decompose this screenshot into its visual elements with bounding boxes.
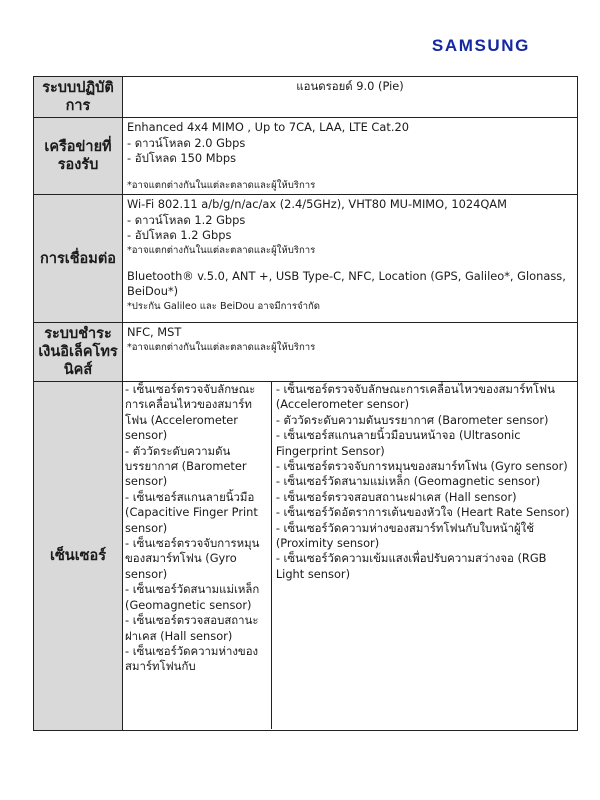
row-value-connectivity <box>123 195 578 323</box>
row-value-os <box>123 77 578 118</box>
table-row-network <box>34 118 578 195</box>
list-item: - เซ็นเซอร์ตรวจสอบสถานะฝาเคส (Hall sensor) <box>275 489 517 504</box>
row-value-sensors <box>123 382 578 731</box>
row-label-connectivity: การเชื่อมต่อ <box>34 195 123 323</box>
list-item: - เซ็นเซอร์ตรวจจับการหมุนของสมาร์ทโฟน (Gyro sensor) <box>275 459 568 474</box>
list-item: - เซ็นเซอร์วัดสนามแม่เหล็ก (Geomagnetic sensor) <box>275 474 541 489</box>
list-item: - เซ็นเซอร์วัดความห่างของสมาร์ทโฟนกับใบหน้าผู้ใช้ (Proximity sensor) <box>275 520 534 551</box>
list-item: - เซ็นเซอร์วัดสนามแม่เหล็ก (Geomagnetic sensor) <box>125 582 260 612</box>
table-row-sensors <box>34 382 578 731</box>
network-line: Enhanced 4x4 MIMO , Up to 7CA, LAA, LTE Cat.20 <box>127 120 409 134</box>
list-item: - เซ็นเซอร์ตรวจสอบสถานะฝาเคส (Hall sensor) <box>125 613 259 643</box>
list-item: - ตัววัดระดับความดันบรรยากาศ (Barometer sensor) <box>275 412 549 427</box>
row-label-sensors: เซ็นเซอร์ <box>34 382 123 731</box>
list-item: - ตัววัดระดับความดันบรรยากาศ (Barometer sensor) <box>125 443 247 489</box>
network-note: *อาจแตกต่างกันในแต่ละตลาดและผู้ให้บริการ <box>127 179 316 191</box>
bluetooth-line: Bluetooth® v.5.0, ANT +, USB Type-C, NFC, Location (GPS, Galileo*, Glonass, BeiDou*) <box>127 268 566 299</box>
sensor-columns <box>123 382 577 729</box>
row-value-network <box>123 118 578 195</box>
sensor-column-left <box>123 382 271 729</box>
list-item: - เซ็นเซอร์วัดความเข้มแสงเพื่อปรับความสว่างจอ (RGB Light sensor) <box>275 551 547 581</box>
row-label-payment: ระบบชำระเงินอิเล็คโทรนิคส์ <box>34 323 123 382</box>
list-item: - เซ็นเซอร์สแกนลายนิ้วมือบนหน้าจอ (Ultrasonic Fingerprint Sensor) <box>275 428 521 458</box>
payment-note: *อาจแตกต่างกันในแต่ละตลาดและผู้ให้บริการ <box>127 341 316 353</box>
list-item: - เซ็นเซอร์สแกนลายนิ้วมือ (Capacitive Finger Print sensor) <box>125 489 258 535</box>
connectivity-line: - อัปโหลด 1.2 Gbps <box>127 228 232 243</box>
connectivity-line: - ดาวน์โหลด 1.2 Gbps <box>127 212 246 227</box>
row-label-network: เครือข่ายที่รองรับ <box>34 118 123 195</box>
spec-table <box>33 76 578 731</box>
list-item: - เซ็นเซอร์ตรวจจับลักษณะการเคลื่อนไหวของสมาร์ทโฟน (Accelerometer sensor) <box>125 382 256 443</box>
connectivity-line: Wi-Fi 802.11 a/b/g/n/ac/ax (2.4/5GHz), VHT80 MU-MIMO, 1024QAM <box>127 197 507 211</box>
sensor-column-right <box>271 382 577 729</box>
connectivity-note: *อาจแตกต่างกันในแต่ละตลาดและผู้ให้บริการ <box>127 244 316 256</box>
table-row-os <box>34 77 578 118</box>
network-line: - อัปโหลด 150 Mbps <box>127 151 237 166</box>
samsung-logo: SAMSUNG <box>431 36 530 55</box>
table-row-connectivity <box>34 195 578 323</box>
network-line: - ดาวน์โหลด 2.0 Gbps <box>127 135 246 150</box>
os-value: แอนดรอยด์ 9.0 (Pie) <box>296 79 404 93</box>
list-item: - เซ็นเซอร์วัดความห่างของสมาร์ทโฟนกับ <box>125 643 259 674</box>
table-row-payment <box>34 323 578 382</box>
bluetooth-note: *ประกัน Galileo และ BeiDou อาจมีการจำกัด <box>127 300 321 312</box>
list-item: - เซ็นเซอร์ตรวจจับลักษณะการเคลื่อนไหวของสมาร์ทโฟน (Accelerometer sensor) <box>275 382 555 412</box>
payment-value: NFC, MST <box>127 325 182 339</box>
list-item: - เซ็นเซอร์ตรวจจับการหมุนของสมาร์ทโฟน (Gyro sensor) <box>125 536 260 581</box>
row-value-payment <box>123 323 578 382</box>
list-item: - เซ็นเซอร์วัดอัตราการเต้นของหัวใจ (Heart Rate Sensor) <box>275 505 570 520</box>
row-label-os: ระบบปฏิบัติการ <box>34 77 123 118</box>
